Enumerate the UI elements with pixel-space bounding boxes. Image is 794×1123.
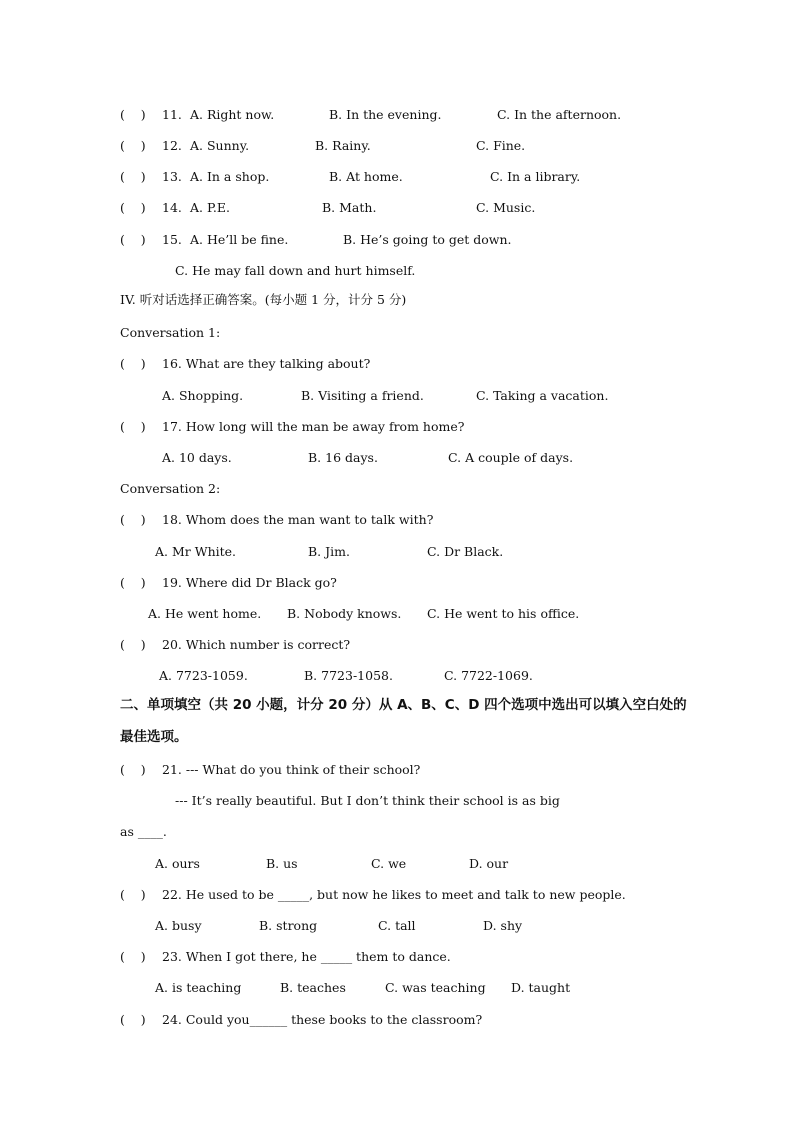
answer-paren: ( ) (120, 637, 146, 652)
option-a: A. Shopping. (162, 388, 244, 403)
option-c: C. He went to his office. (427, 606, 580, 621)
option-a: A. Right now. (190, 107, 275, 122)
option-d: D. taught (511, 980, 571, 995)
dialogue-continued: as ____. (120, 824, 167, 839)
option-a: A. P.E. (190, 200, 230, 215)
option-a: A. is teaching (155, 980, 242, 995)
question-stem: 23. When I got there, he _____ them to dance. (162, 949, 451, 964)
option-c: C. A couple of days. (448, 450, 574, 465)
option-c: C. Dr Black. (427, 544, 504, 559)
answer-paren: ( ) (120, 107, 146, 122)
option-b: B. Rainy. (315, 138, 371, 153)
dialogue-reply: --- It’s really beautiful. But I don’t think their school is as big (175, 793, 560, 808)
option-b: B. Jim. (308, 544, 350, 559)
question-stem: 24. Could you______ these books to the classroom? (162, 1012, 483, 1027)
answer-paren: ( ) (120, 138, 146, 153)
question-stem: 22. He used to be _____, but now he likes to meet and talk to new people. (162, 887, 626, 902)
answer-paren: ( ) (120, 575, 146, 590)
option-a: A. In a shop. (190, 169, 270, 184)
option-b: B. 7723-1058. (304, 668, 393, 683)
option-c: C. tall (378, 918, 416, 933)
option-b: B. strong (259, 918, 318, 933)
option-a: A. He’ll be fine. (190, 232, 289, 247)
question-number: 15. (162, 232, 182, 247)
part-heading-continued: 最佳选项。 (120, 729, 188, 745)
option-a: A. ours (155, 856, 200, 871)
conversation-label: Conversation 1: (120, 325, 221, 340)
question-number: 13. (162, 169, 182, 184)
question-stem: 17. How long will the man be away from home? (162, 419, 465, 434)
option-c: C. In the afternoon. (497, 107, 622, 122)
option-a: A. 10 days. (162, 450, 232, 465)
option-c: C. 7722-1069. (444, 668, 533, 683)
option-b: B. us (266, 856, 298, 871)
option-b: B. In the evening. (329, 107, 442, 122)
answer-paren: ( ) (120, 1012, 146, 1027)
conversation-label: Conversation 2: (120, 481, 221, 496)
part-heading: 二、单项填空（共 20 小题，计分 20 分）从 A、B、C、D 四个选项中选出可以填入空白处的 (120, 697, 687, 713)
option-a: A. Mr White. (155, 544, 237, 559)
question-stem: 19. Where did Dr Black go? (162, 575, 337, 590)
question-number: 12. (162, 138, 182, 153)
option-b: B. Nobody knows. (287, 606, 402, 621)
question-stem: 18. Whom does the man want to talk with? (162, 512, 434, 527)
answer-paren: ( ) (120, 419, 146, 434)
option-b: B. Math. (322, 200, 377, 215)
option-c: C. Fine. (476, 138, 526, 153)
option-c: C. Taking a vacation. (476, 388, 609, 403)
answer-paren: ( ) (120, 762, 146, 777)
option-b: B. He’s going to get down. (343, 232, 512, 247)
option-a: A. Sunny. (190, 138, 250, 153)
option-c: C. we (371, 856, 407, 871)
question-number: 14. (162, 200, 182, 215)
option-d: D. our (469, 856, 509, 871)
option-a: A. 7723-1059. (159, 668, 248, 683)
answer-paren: ( ) (120, 232, 146, 247)
option-a: A. He went home. (148, 606, 262, 621)
answer-paren: ( ) (120, 200, 146, 215)
option-a: A. busy (155, 918, 202, 933)
answer-paren: ( ) (120, 356, 146, 371)
answer-paren: ( ) (120, 512, 146, 527)
question-stem: 16. What are they talking about? (162, 356, 371, 371)
answer-paren: ( ) (120, 887, 146, 902)
option-b: B. teaches (280, 980, 346, 995)
section-heading: IV. 听对话选择正确答案。(每小题 1 分，计分 5 分) (120, 292, 407, 307)
question-stem: 21. --- What do you think of their school? (162, 762, 421, 777)
option-c: C. was teaching (385, 980, 486, 995)
option-c: C. In a library. (490, 169, 581, 184)
option-b: B. 16 days. (308, 450, 378, 465)
option-d: D. shy (483, 918, 523, 933)
answer-paren: ( ) (120, 949, 146, 964)
option-c: C. He may fall down and hurt himself. (175, 263, 416, 278)
option-b: B. Visiting a friend. (301, 388, 424, 403)
answer-paren: ( ) (120, 169, 146, 184)
option-b: B. At home. (329, 169, 403, 184)
question-stem: 20. Which number is correct? (162, 637, 351, 652)
question-number: 11. (162, 107, 182, 122)
option-c: C. Music. (476, 200, 536, 215)
